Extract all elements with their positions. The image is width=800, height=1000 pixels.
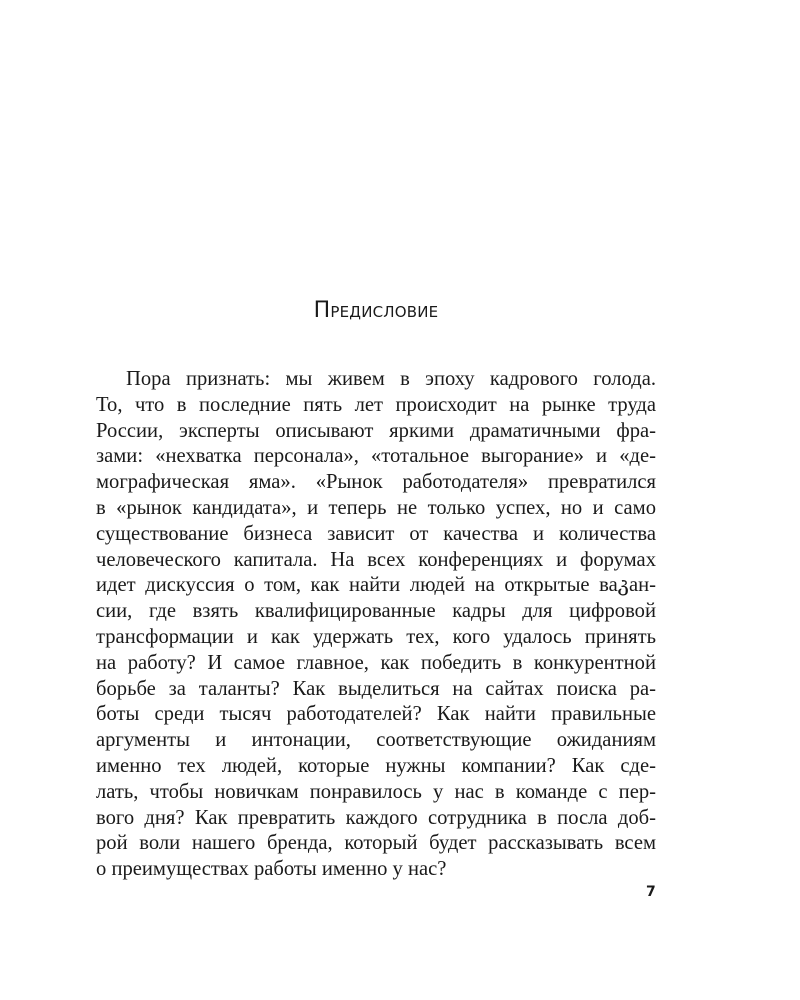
paragraph-line: зами: «нехватка персонала», «тотальное выгорание» и «де-: [96, 445, 656, 468]
paragraph-line: мографическая яма». «Рынок работодателя» превратился: [96, 471, 656, 494]
paragraph-line: человеческого капитала. На всех конференциях и форумах: [96, 548, 656, 571]
chapter-title: Предисловие: [313, 298, 439, 323]
paragraph-line: сии, где взять квалифицированные кадры для цифровой: [96, 600, 656, 623]
paragraph-line: Пора признать: мы живем в эпоху кадрового голода.: [126, 368, 656, 390]
paragraph-line: России, эксперты описывают яркими драматичными фра-: [96, 419, 656, 442]
paragraph-line: лать, чтобы новичкам понравилось у нас в команде с пер-: [96, 780, 656, 803]
page-number: 7: [646, 884, 656, 900]
paragraph-line: аргументы и интонации, соответствующие ожиданиям: [96, 729, 656, 752]
paragraph-line: трансформации и как удержать тех, кого удалось принять: [96, 625, 656, 648]
paragraph-line: существование бизнеса зависит от качества и количества: [96, 522, 656, 545]
paragraph-line: на работу? И самое главное, как победить в конкурентной: [96, 651, 656, 674]
paragraph-line: именно тех людей, которые нужны компании? Как сде-: [96, 754, 656, 777]
paragraph-line: вого дня? Как превратить каждого сотрудника в посла доб-: [96, 806, 656, 829]
paragraph-line: о преимуществах работы именно у нас?: [96, 858, 447, 881]
paragraph-line: в «рынок кандидата», и теперь не только успех, но и само: [96, 496, 656, 519]
paragraph-line: То, что в последние пять лет происходит на рынке труда: [96, 393, 656, 416]
body-paragraph: [96, 367, 656, 883]
paragraph-line: боты среди тысяч работодателей? Как найти правильные: [96, 703, 656, 726]
paragraph-line: идет дискуссия о том, как найти людей на открытые ваკан-: [96, 574, 656, 597]
paragraph-line: рой воли нашего бренда, который будет рассказывать всем: [96, 832, 656, 855]
paragraph-line: борьбе за таланты? Как выделиться на сайтах поиска ра-: [96, 677, 656, 700]
